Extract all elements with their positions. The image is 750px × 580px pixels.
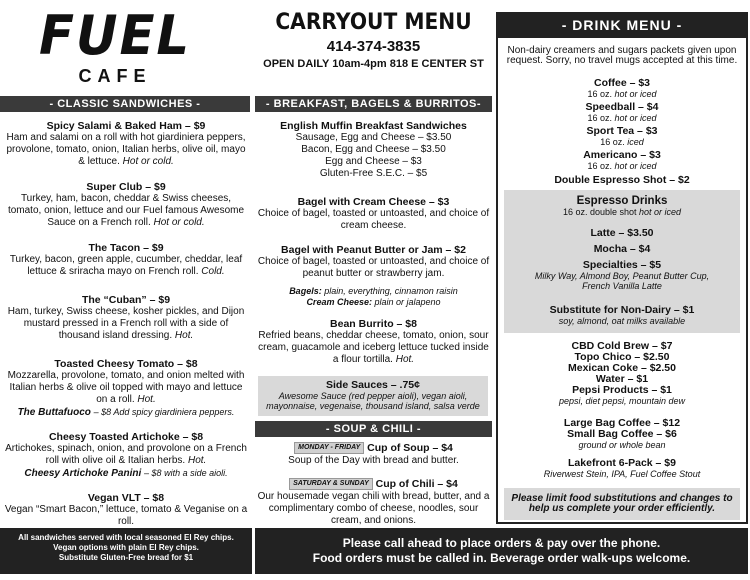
specialties-item [496, 260, 748, 291]
item-name: Bagel with Peanut Butter or Jam – $2 [281, 244, 466, 256]
soup-desc: Soup of the Day with bread and butter. [288, 455, 459, 466]
item-desc: Refried beans, cheddar cheese, tomato, onion, sour cream, guacamole and iceberg lettuce tucked inside a flour tortilla. [258, 330, 489, 365]
bagels-label: Bagels: [289, 286, 322, 296]
item-note: Hot or cold. [153, 217, 205, 228]
chili-name-line [255, 478, 492, 491]
item-desc: Ham and salami on a roll with hot giardiniera peppers, provolone, tomato, onion, Italian herbs, olive oil, mayo & lettuce. [6, 132, 246, 167]
muffin-line: Sausage, Egg and Cheese – $3.50 [295, 132, 452, 143]
mocha-item [496, 244, 748, 255]
footer-right [255, 528, 748, 574]
item-name: Bagel with Cream Cheese – $3 [297, 196, 450, 208]
weekend-tag: SATURDAY & SUNDAY [289, 478, 373, 490]
menu-item [4, 181, 248, 229]
item-desc: Turkey, ham, bacon, cheddar & Swiss cheeses, tomato, onion, lettuce and our Fuel famous Awesome Sauce on a French roll. [7, 193, 245, 228]
muffin-line: Gluten-Free S.E.C. – $5 [319, 168, 428, 179]
classic-heading: - CLASSIC SANDWICHES - [0, 96, 250, 112]
logo-fuel-text: FUEL [38, 4, 192, 67]
menu-item [255, 244, 492, 280]
drink-name: Pepsi Products – $1 [572, 384, 672, 396]
item-note: Hot. [137, 394, 156, 405]
fuel-cafe-logo [30, 4, 200, 86]
drink-name: Topo Chico – $2.50 [574, 351, 670, 363]
item-name: The Tacon – $9 [88, 242, 164, 254]
substitute-list: soy, almond, oat milks available [558, 316, 686, 326]
coffee-item [496, 78, 748, 100]
footer-line: All sandwiches served with local seasoned El Rey chips. [18, 533, 234, 542]
drink-name: Double Espresso Shot – $2 [554, 174, 690, 186]
footer-line: Please call ahead to place orders & pay over the phone. [342, 536, 661, 550]
item-name: Bean Burrito – $8 [330, 318, 417, 330]
soup-item [255, 442, 492, 467]
buttafuoco-name: The Buttafuoco [17, 407, 91, 418]
hours-address: OPEN DAILY 10am-4pm 818 E CENTER ST [263, 58, 484, 70]
sauces-title: Side Sauces – .75¢ [326, 379, 420, 391]
menu-item [4, 358, 248, 419]
drink-name: Sport Tea – $3 [586, 125, 658, 137]
item-name: Toasted Cheesy Tomato – $8 [54, 358, 198, 370]
drink-name: Small Bag Coffee – $6 [567, 428, 677, 440]
espresso-section [496, 196, 748, 218]
item-note: Hot. [187, 455, 207, 466]
item-desc: Artichokes, spinach, onion, and provolone on a French roll with olive oil & Italian herbs. [5, 443, 247, 466]
drink-size: 16 oz. [587, 113, 612, 123]
drink-name: Mocha – $4 [593, 243, 651, 255]
item-desc: Choice of bagel, toasted or untoasted, and choice of cream cheese. [257, 208, 490, 231]
muffin-line: Bacon, Egg and Cheese – $3.50 [301, 144, 446, 155]
menu-item [4, 120, 248, 168]
menu-item [255, 196, 492, 232]
item-name: Vegan VLT – $8 [87, 492, 165, 504]
drink-name: Substitute for Non-Dairy – $1 [549, 304, 695, 316]
pepsi-list: pepsi, diet pepsi, mountain dew [558, 396, 686, 406]
muffin-section [255, 120, 492, 180]
bag-coffee [496, 418, 748, 451]
item-note: Hot. [395, 354, 415, 365]
item-name: The “Cuban” – $9 [81, 294, 171, 306]
footer-line: Substitute Gluten-Free bread for $1 [58, 553, 194, 562]
item-name: Super Club – $9 [86, 181, 166, 193]
item-note: Hot. [174, 330, 194, 341]
chili-item [255, 478, 492, 527]
drink-temp: iced [627, 137, 644, 147]
menu-item [4, 294, 248, 342]
sport-tea-item [496, 126, 748, 148]
espresso-temp: hot or iced [639, 207, 682, 217]
panini-name: Cheesy Artichoke Panini [24, 468, 142, 479]
specialties-list: Milky Way, Almond Boy, Peanut Butter Cup, French Vanilla Latte [534, 271, 710, 291]
double-espresso-item [496, 175, 748, 186]
bagels-list: plain, everything, cinnamon raisin [324, 286, 458, 296]
sauces-section [258, 379, 488, 411]
drink-name: Latte – $3.50 [590, 227, 654, 239]
drink-size: 16 oz. [587, 161, 612, 171]
muffin-line: Egg and Cheese – $3 [325, 156, 422, 167]
espresso-size: 16 oz. double shot [562, 207, 637, 217]
drink-name: Large Bag Coffee – $12 [563, 417, 681, 429]
bagel-options [255, 286, 492, 308]
menu-item [255, 318, 492, 366]
item-name: Cheesy Toasted Artichoke – $8 [48, 431, 204, 443]
drink-heading: - DRINK MENU - [496, 12, 748, 38]
substitute-item [496, 305, 748, 327]
menu-item [4, 492, 248, 528]
menu-item [4, 431, 248, 480]
item-desc: Ham, turkey, Swiss cheese, kosher pickles, and Dijon mustard pressed in a French roll with a side of thousand island dressing. [7, 306, 245, 341]
footer-left [0, 528, 252, 574]
sauces-list: Awesome Sauce (red pepper aioli), vegan aioli, mayonnaise, vegenaise, thousand island, salsa verde [266, 391, 480, 411]
panini-line [4, 467, 248, 480]
cold-drinks [496, 341, 748, 407]
logo-cafe-text: CAFE [78, 66, 152, 86]
six-pack-item [496, 458, 748, 480]
bags-note: ground or whole bean [578, 440, 666, 450]
drink-size: 16 oz. [600, 137, 625, 147]
drink-name: Lakefront 6-Pack – $9 [568, 457, 676, 469]
buttafuoco-desc: – $8 Add spicy giardiniera peppers. [93, 407, 235, 417]
drink-name: Water – $1 [595, 373, 649, 385]
item-desc: Mozzarella, provolone, tomato, and onion melted with Italian herbs & olive oil topped with mayo and lettuce on a roll. [7, 370, 245, 405]
chili-desc: Our housemade vegan chili with bread, butter, and a complimentary combo of cheese, noodles, sour cream, and onions. [257, 491, 490, 526]
cc-list: plain or jalapeno [374, 297, 441, 307]
drink-name: Coffee – $3 [593, 77, 651, 89]
drink-name: CBD Cold Brew – $7 [571, 340, 673, 352]
item-name: Spicy Salami & Baked Ham – $9 [46, 120, 206, 132]
buttafuoco-line [4, 406, 248, 419]
item-desc: Turkey, bacon, green apple, cucumber, cheddar, leaf lettuce & sriracha mayo on French roll. [9, 254, 243, 277]
drink-name: Speedball – $4 [585, 101, 659, 113]
phone-number: 414-374-3835 [326, 38, 421, 55]
page-title: CARRYOUT MENU [275, 10, 472, 35]
soup-name: Cup of Soup – $4 [367, 442, 453, 454]
panini-desc: – $8 with a side aioli. [144, 468, 228, 478]
muffin-title: English Muffin Breakfast Sandwiches [280, 120, 467, 132]
bagels-line [255, 286, 492, 297]
item-note: Hot or cold. [122, 156, 174, 167]
drink-size: 16 oz. [587, 89, 612, 99]
drink-name: Mexican Coke – $2.50 [568, 362, 676, 374]
soup-name-line [255, 442, 492, 455]
menu-item [4, 242, 248, 278]
cc-label: Cream Cheese: [306, 297, 372, 307]
drink-temp: hot or iced [614, 113, 657, 123]
soup-heading: - SOUP & CHILI - [255, 421, 492, 437]
drink-name: Specialties – $5 [582, 259, 662, 271]
latte-item [496, 228, 748, 239]
cc-line [255, 297, 492, 308]
item-desc: Choice of bagel, toasted or untoasted, and choice of peanut butter or strawberry jam. [257, 256, 490, 279]
americano-item [496, 150, 748, 172]
speedball-item [496, 102, 748, 124]
drink-name: Americano – $3 [583, 149, 661, 161]
six-list: Riverwest Stein, IPA, Fuel Coffee Stout [543, 469, 701, 479]
limit-notice: Please limit food substitutions and changes to help us complete your order efficiently. [511, 493, 733, 514]
chili-name: Cup of Chili – $4 [375, 478, 458, 490]
weekday-tag: MONDAY - FRIDAY [294, 442, 364, 454]
drink-temp: hot or iced [614, 161, 657, 171]
espresso-title: Espresso Drinks [576, 195, 668, 207]
drink-notice: Non-dairy creamers and sugars packets given upon request. Sorry, no travel mugs accepted at this time. [506, 45, 738, 66]
footer-line: Vegan options with plain El Rey chips. [53, 543, 199, 552]
item-note: Cold. [201, 266, 225, 277]
drink-temp: hot or iced [614, 89, 657, 99]
breakfast-heading: - BREAKFAST, BAGELS & BURRITOS- [255, 96, 492, 112]
item-desc: Vegan “Smart Bacon,” lettuce, tomato & Veganise on a roll. [4, 504, 248, 527]
footer-line: Food orders must be called in. Beverage order walk-ups welcome. [312, 551, 691, 565]
